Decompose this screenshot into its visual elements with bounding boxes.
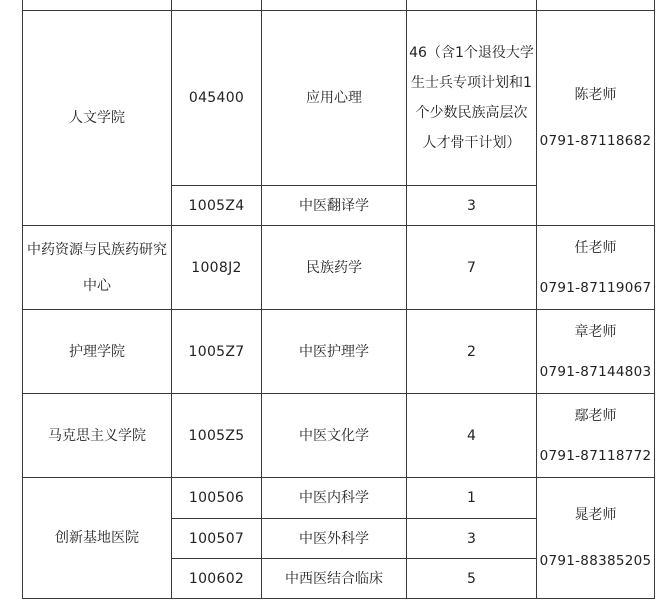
table-cell bbox=[23, 0, 172, 11]
quota-value: 7 bbox=[407, 226, 537, 310]
quota-cell bbox=[407, 11, 537, 186]
contact-teacher: 任老师 bbox=[574, 239, 617, 256]
quota-value: 4 bbox=[407, 394, 537, 478]
table-row bbox=[23, 478, 655, 519]
table-row bbox=[23, 11, 655, 186]
table-row-partial bbox=[23, 0, 655, 11]
program-name: 民族药学 bbox=[262, 226, 407, 310]
program-name: 应用心理 bbox=[262, 11, 407, 186]
quota-value: 46（含1个退役大学生士兵专项计划和1个少数民族高层次人才骨干计划） bbox=[409, 45, 534, 151]
program-name: 中西医结合临床 bbox=[262, 559, 407, 599]
spacer bbox=[539, 343, 652, 361]
quota-value: 2 bbox=[407, 310, 537, 394]
table-cell bbox=[262, 0, 407, 11]
program-code: 100506 bbox=[172, 478, 262, 519]
enrollment-table bbox=[22, 0, 655, 599]
program-name: 中医翻译学 bbox=[262, 186, 407, 226]
program-code: 1005Z5 bbox=[172, 394, 262, 478]
spacer bbox=[539, 106, 652, 130]
contact-phone: 0791-87144803 bbox=[539, 363, 652, 380]
program-name: 中医外科学 bbox=[262, 519, 407, 559]
table-row bbox=[23, 226, 655, 310]
contact-cell bbox=[537, 226, 655, 310]
quota-value: 1 bbox=[407, 478, 537, 519]
program-name: 中医护理学 bbox=[262, 310, 407, 394]
college-cell: 护理学院 bbox=[23, 310, 172, 394]
contact-teacher: 晁老师 bbox=[574, 507, 617, 523]
program-code: 100602 bbox=[172, 559, 262, 599]
contact-phone: 0791-87119067 bbox=[539, 279, 652, 296]
program-code: 1005Z4 bbox=[172, 186, 262, 226]
contact-cell bbox=[537, 478, 655, 599]
program-name: 中医内科学 bbox=[262, 478, 407, 519]
table-row bbox=[23, 310, 655, 394]
contact-cell bbox=[537, 394, 655, 478]
contact-teacher: 陈老师 bbox=[574, 87, 617, 103]
table-row bbox=[23, 394, 655, 478]
quota-value: 3 bbox=[407, 186, 537, 226]
contact-cell bbox=[537, 310, 655, 394]
program-code: 100507 bbox=[172, 519, 262, 559]
quota-value: 3 bbox=[407, 519, 537, 559]
spacer bbox=[539, 259, 652, 277]
contact-cell bbox=[537, 11, 655, 226]
college-cell: 马克思主义学院 bbox=[23, 394, 172, 478]
program-name: 中医文化学 bbox=[262, 394, 407, 478]
contact-phone: 0791-88385205 bbox=[539, 553, 652, 569]
contact-teacher: 鄢老师 bbox=[574, 407, 617, 424]
table-cell bbox=[407, 0, 537, 11]
spacer bbox=[539, 427, 652, 445]
quota-value: 5 bbox=[407, 559, 537, 599]
table-cell bbox=[537, 0, 655, 11]
college-cell: 人文学院 bbox=[23, 11, 172, 226]
program-code: 1008J2 bbox=[172, 226, 262, 310]
college-cell: 创新基地医院 bbox=[23, 478, 172, 599]
contact-phone: 0791-87118772 bbox=[539, 447, 652, 464]
college-cell: 中药资源与民族药研究中心 bbox=[23, 226, 172, 310]
table-cell bbox=[172, 0, 262, 11]
program-code: 1005Z7 bbox=[172, 310, 262, 394]
program-code: 045400 bbox=[172, 11, 262, 186]
contact-teacher: 章老师 bbox=[574, 323, 617, 340]
spacer bbox=[539, 526, 652, 550]
contact-phone: 0791-87118682 bbox=[539, 133, 652, 149]
